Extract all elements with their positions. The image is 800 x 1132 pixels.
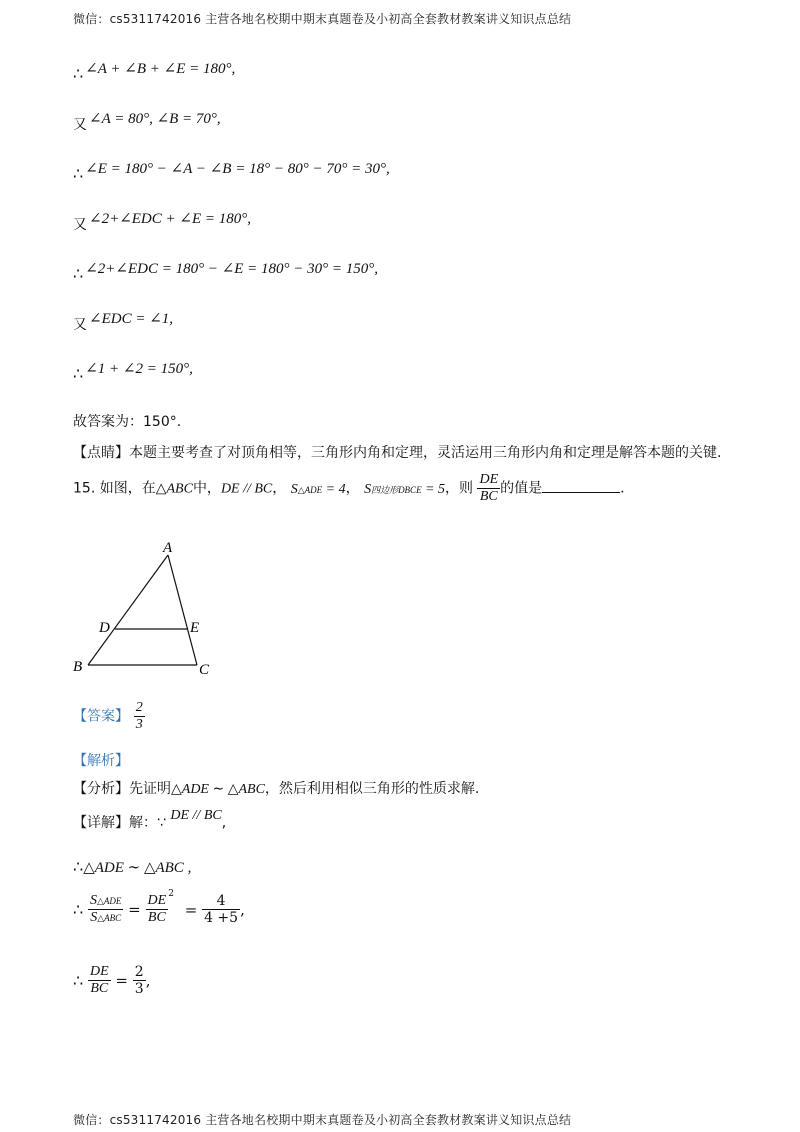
again-word: 又 <box>73 317 87 333</box>
step-area-ratio <box>73 889 245 926</box>
comma: , <box>221 815 227 831</box>
therefore-symbol: ∴ <box>73 971 84 990</box>
vertex-b-label: B <box>73 659 83 675</box>
area-ratio: $\frac{\text{S△ADE}}{\text{S△ABC}}$ <box>89 893 122 925</box>
solution-line-5 <box>73 258 379 283</box>
final-ratio: $\frac{DE}{BC}$ <box>89 964 109 996</box>
step-similarity <box>73 857 191 877</box>
equation: ∠EDC = ∠1, <box>89 311 174 327</box>
again-word: 又 <box>73 217 87 233</box>
answer-tag: 【答案】 <box>73 708 129 725</box>
answer-blank <box>542 480 620 493</box>
parallel-condition: DE // BC <box>220 481 273 497</box>
comma: , <box>240 900 245 919</box>
comma: , <box>145 971 151 990</box>
therefore-symbol: ∴ <box>73 900 84 919</box>
analysis-tag: 【解析】 <box>73 753 129 769</box>
point-d-label: D <box>99 620 110 636</box>
question-text: ， <box>272 480 287 497</box>
answer-fraction: $\frac{2}{3}$ <box>135 700 143 732</box>
page-footer: 微信：cs5311742016 主营各地名校期中期末真题卷及小初高全套教材教案讲义知识点总结 <box>73 1113 572 1127</box>
question-text: ， <box>345 480 360 497</box>
question-end: . <box>620 480 625 497</box>
page-header: 微信：cs5311742016 主营各地名校期中期末真题卷及小初高全套教材教案讲义知识点总结 <box>73 12 572 26</box>
xiangjie-line <box>73 808 227 832</box>
equation: ∠A = 80°, ∠B = 70°, <box>89 111 221 127</box>
step-final <box>73 964 150 997</box>
power: 2 <box>168 889 174 899</box>
solution-line-6 <box>73 308 174 333</box>
point-e-label: E <box>190 620 200 636</box>
therefore-symbol: ∴ <box>73 857 84 876</box>
therefore-symbol: ∴ <box>73 364 84 383</box>
equals-sign: = <box>115 971 128 990</box>
equation: ∠A + ∠B + ∠E = 180°, <box>85 61 236 77</box>
equation: ∠E = 180° − ∠A − ∠B = 18° − 80° − 70° = 30°, <box>85 161 390 177</box>
question-text: 的值是 <box>500 480 543 497</box>
comment-text: 本题主要考查了对顶角相等，三角形内角和定理，灵活运用三角形内角和定理是解答本题的关键. <box>129 445 722 461</box>
answer-15 <box>73 700 145 733</box>
equation: ∠2+∠EDC = 180° − ∠E = 180° − 30° = 150°, <box>85 261 379 277</box>
parallel-condition: DE // BC <box>170 808 222 823</box>
final-value: $\frac{2}{3}$ <box>134 964 144 997</box>
area-ade: S△ADE = 4 <box>290 481 346 497</box>
side-ratio: $\frac{DE}{BC}$ <box>147 893 167 925</box>
because-symbol: ∵ <box>157 815 166 831</box>
therefore-symbol: ∴ <box>73 264 84 283</box>
vertex-c-label: C <box>199 662 210 678</box>
xiangjie-tag: 【详解】 <box>73 815 129 831</box>
question-text: ，则 <box>445 480 474 497</box>
numeric-ratio: $\frac{4}{4 +5}$ <box>204 893 239 926</box>
fenxi-text: 先证明 <box>129 781 171 797</box>
comment-tag: 【点睛】 <box>73 445 129 461</box>
equation: ∠2+∠EDC + ∠E = 180°, <box>89 211 251 227</box>
question-number: 15. <box>73 480 96 497</box>
solution-line-3 <box>73 158 390 183</box>
fenxi-text: ，然后利用相似三角形的性质求解. <box>264 781 480 797</box>
fenxi-tag: 【分析】 <box>73 781 129 797</box>
similarity: △ADE ∼ △ABC , <box>83 860 192 876</box>
triangle-figure <box>70 535 230 685</box>
area-quadrilateral: S四边形DBCE = 5 <box>364 481 446 497</box>
again-word: 又 <box>73 117 87 133</box>
xiangjie-text: 解： <box>129 815 157 831</box>
solution-line-4 <box>73 208 251 233</box>
therefore-symbol: ∴ <box>73 164 84 183</box>
question-text: 如图，在 <box>99 480 156 497</box>
equation: ∠1 + ∠2 = 150°, <box>85 361 193 377</box>
solution-line-7 <box>73 358 193 383</box>
triangle-abc: △ABC <box>155 481 193 497</box>
equals-sign: = <box>184 900 198 919</box>
solution-line-2 <box>73 108 221 133</box>
fenxi-line <box>73 778 479 798</box>
vertex-a-label: A <box>163 540 173 556</box>
comment-line-14 <box>73 442 721 462</box>
therefore-symbol: ∴ <box>73 64 84 83</box>
solution-line-1 <box>73 58 236 83</box>
question-text: 中， <box>192 480 221 497</box>
equals-sign: = <box>128 900 141 919</box>
question-15 <box>73 472 625 505</box>
similarity: △ADE ∼ △ABC <box>171 782 265 797</box>
answer-line-14: 故答案为：150°. <box>73 414 182 430</box>
ratio-de-bc: $\frac{DE}{BC}$ <box>479 472 499 504</box>
